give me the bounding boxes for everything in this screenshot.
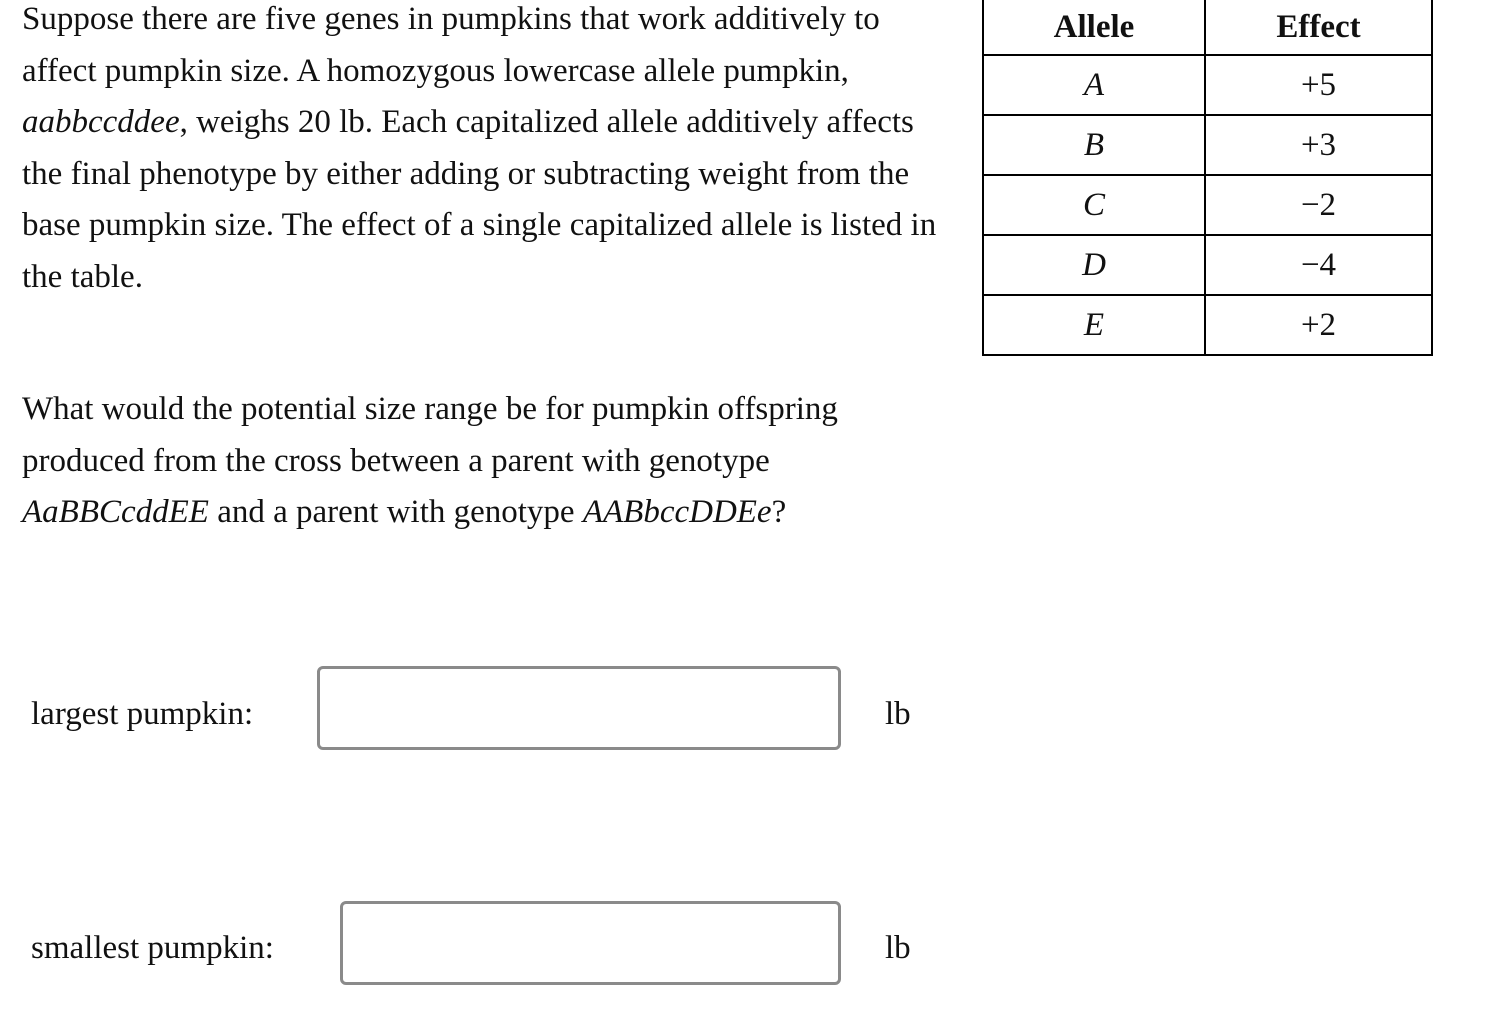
header-effect: Effect — [1205, 0, 1432, 55]
smallest-pumpkin-input[interactable] — [340, 901, 841, 985]
largest-unit-label: lb — [885, 696, 911, 732]
allele-cell: D — [983, 235, 1205, 295]
largest-pumpkin-input[interactable] — [317, 666, 841, 750]
parent1-genotype: AaBBCcddEE — [22, 494, 209, 530]
table-row — [983, 295, 1432, 355]
largest-pumpkin-label: largest pumpkin: — [31, 696, 254, 732]
allele-effect-table — [982, 0, 1433, 356]
allele-cell: E — [983, 295, 1205, 355]
question-part2: and a parent with genotype — [208, 494, 583, 530]
effect-cell: −4 — [1205, 235, 1432, 295]
base-genotype: aabbccddee — [22, 104, 180, 140]
table-row — [983, 175, 1432, 235]
effect-cell: −2 — [1205, 175, 1432, 235]
intro-text-part2: , weighs 20 lb. Each capitalized allele additively affects the final phenotype by either adding or subtracting weight from the base pumpkin size. The effect of a single capitalized allele is listed in the table. — [22, 104, 937, 295]
allele-cell: B — [983, 115, 1205, 175]
table-row — [983, 115, 1432, 175]
table-header-row — [983, 0, 1432, 55]
effect-cell: +5 — [1205, 55, 1432, 115]
table-row — [983, 55, 1432, 115]
question-part3: ? — [771, 494, 787, 530]
header-allele: Allele — [983, 0, 1205, 55]
smallest-pumpkin-label: smallest pumpkin: — [31, 930, 274, 966]
effect-cell: +2 — [1205, 295, 1432, 355]
parent2-genotype: AABbccDDEe — [582, 494, 772, 530]
problem-intro — [22, 0, 952, 303]
question-text — [22, 384, 922, 539]
intro-text-part1: Suppose there are five genes in pumpkins that work additively to affect pumpkin size. A homozygous lowercase allele pumpkin, — [22, 1, 880, 89]
question-part1: What would the potential size range be for pumpkin offspring produced from the cross between a parent with genotype — [22, 391, 838, 479]
allele-cell: C — [983, 175, 1205, 235]
effect-cell: +3 — [1205, 115, 1432, 175]
table-row — [983, 235, 1432, 295]
smallest-unit-label: lb — [885, 930, 911, 966]
allele-cell: A — [983, 55, 1205, 115]
